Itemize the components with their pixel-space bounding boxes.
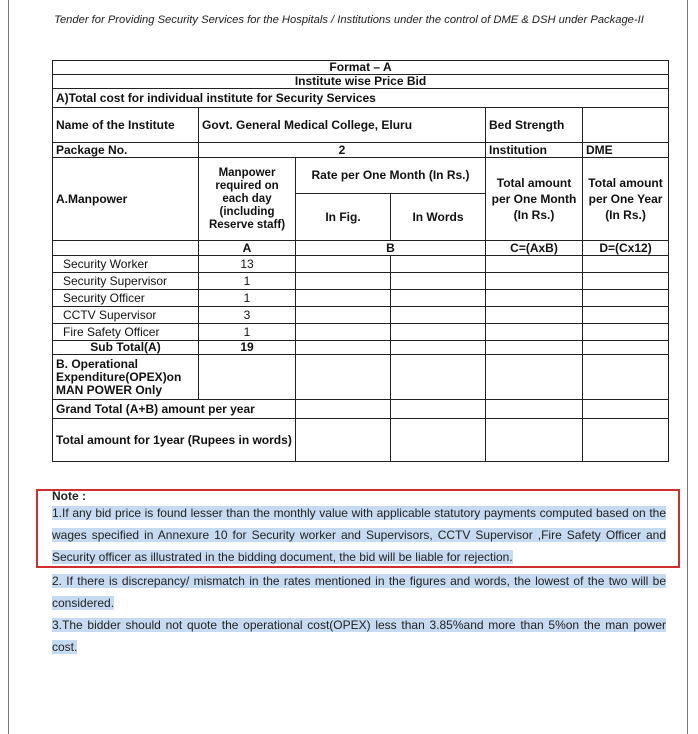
cell [391,419,486,462]
cell [296,324,391,341]
role-name: Security Officer [53,290,199,307]
role-name: CCTV Supervisor [53,307,199,324]
package-value: 2 [199,143,486,158]
bid-title: Institute wise Price Bid [53,75,669,89]
subtotal-value: 19 [199,341,296,355]
cell [296,307,391,324]
code-b: B [296,241,486,256]
cell [296,256,391,273]
role-qty: 13 [199,256,296,273]
cell [391,256,486,273]
note-3 [52,614,666,658]
col-total-month-header: Total amount per One Month (In Rs.) [486,158,583,241]
code-a: A [199,241,296,256]
cell [486,256,583,273]
table-row [53,273,669,290]
manpower-label: A.Manpower [53,158,199,241]
cell [583,324,669,341]
cell [391,324,486,341]
role-name: Fire Safety Officer [53,324,199,341]
cell [583,400,669,419]
cell [583,355,669,400]
col-total-year-header: Total amount per One Year (In Rs.) [583,158,669,241]
cell [296,419,391,462]
cell [486,290,583,307]
table-row [53,307,669,324]
bed-strength-value [583,108,669,143]
subtotal-label: Sub Total(A) [53,341,199,355]
bed-strength-label: Bed Strength [486,108,583,143]
cell [391,400,486,419]
cell [583,256,669,273]
price-bid-table [52,60,669,462]
cell [296,290,391,307]
note-2-text: 2. If there is discrepancy/ mismatch in the rates mentioned in the figures and words, the lowest of the two will be considered. [52,574,666,610]
institution-value: DME [583,143,669,158]
cell [296,341,391,355]
role-qty: 1 [199,324,296,341]
col-rate-header: Rate per One Month (In Rs.) [296,158,486,194]
cell [486,355,583,400]
cell [583,290,669,307]
role-qty: 1 [199,273,296,290]
cell [583,419,669,462]
institute-name-value: Govt. General Medical College, Eluru [199,108,486,143]
cell [391,273,486,290]
grand-total-label: Grand Total (A+B) amount per year [53,400,296,419]
words-total-label: Total amount for 1year (Rupees in words) [53,419,296,462]
cell [391,290,486,307]
table-row [53,256,669,273]
cell [391,355,486,400]
cell [296,355,391,400]
cell [486,419,583,462]
section-a-title: A)Total cost for individual institute for Security Services [53,89,669,108]
cell [583,341,669,355]
package-label: Package No. [53,143,199,158]
role-name: Security Supervisor [53,273,199,290]
institution-label: Institution [486,143,583,158]
note-2 [52,570,666,614]
cell [486,341,583,355]
code-blank [53,241,199,256]
note-heading: Note : [52,489,86,503]
cell [391,307,486,324]
institute-name-label: Name of the Institute [53,108,199,143]
role-name: Security Worker [53,256,199,273]
cell [391,341,486,355]
cell [486,273,583,290]
opex-label: B. Operational Expenditure(OPEX)on MAN POWER Only [53,355,199,400]
cell [486,307,583,324]
cell [296,273,391,290]
cell [486,324,583,341]
note-1-text: 1.If any bid price is found lesser than the monthly value with applicable statutory payments computed based on the wages specified in Annexure 10 for Security worker and Supervisors, CCTV Supervisor ,Fire Safety Officer and Security officer as illustrated in the bidding document, the bid will be liable for rejection. [52,506,666,564]
code-c: C=(AxB) [486,241,583,256]
cell [296,400,391,419]
note-3-text: 3.The bidder should not quote the operational cost(OPEX) less than 3.85%and more than 5%on the man power cost. [52,618,666,654]
table-row [53,290,669,307]
table-row [53,324,669,341]
code-d: D=(Cx12) [583,241,669,256]
col-manpower-header: Manpower required on each day (including Reserve staff) [199,158,296,241]
format-title: Format – A [53,61,669,75]
cell [199,355,296,400]
cell [583,307,669,324]
cell [486,400,583,419]
role-qty: 1 [199,290,296,307]
note-1 [52,502,666,568]
cell [583,273,669,290]
document-header: Tender for Providing Security Services for the Hospitals / Institutions under the control of DME & DSH under Package-II [54,14,644,26]
col-in-fig-header: In Fig. [296,194,391,241]
role-qty: 3 [199,307,296,324]
col-in-words-header: In Words [391,194,486,241]
